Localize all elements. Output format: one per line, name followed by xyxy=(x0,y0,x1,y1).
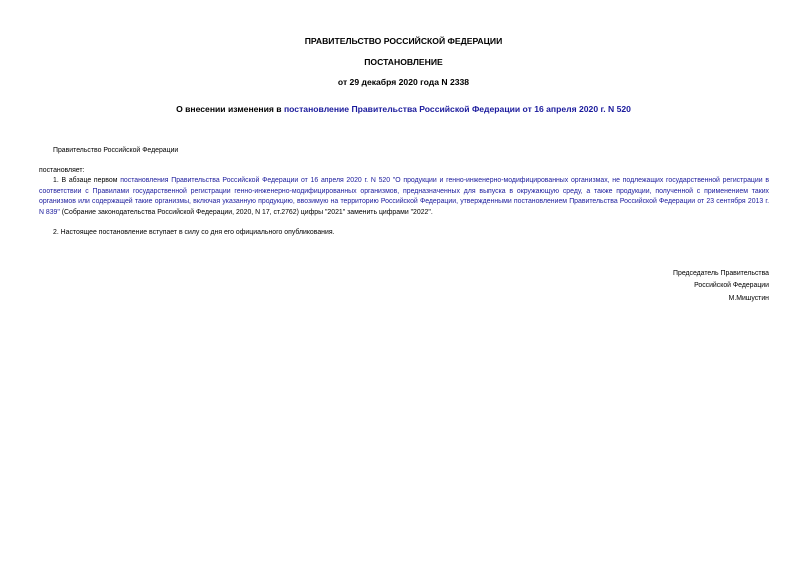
signature-block xyxy=(673,268,769,305)
government-header: ПРАВИТЕЛЬСТВО РОССИЙСКОЙ ФЕДЕРАЦИИ xyxy=(304,36,503,46)
paragraph-1 xyxy=(39,176,769,219)
signature-name: М.Мишустин xyxy=(728,294,769,302)
paragraph-1-lead: 1. В абзаце первом xyxy=(53,177,121,184)
title-amended-act-link[interactable]: постановление Правительства Российской Федерации от 16 апреля 2020 г. N 520 xyxy=(283,104,631,114)
document-title xyxy=(0,104,807,114)
issuer-line: Правительство Российской Федерации xyxy=(53,147,179,154)
signature-position-line-2: Российской Федерации xyxy=(694,282,769,290)
resolves-line: постановляет: xyxy=(39,167,85,174)
paragraph-1-act-link[interactable]: постановления Правительства Российской Федерации от 16 апреля 2020 г. N 520 "О продукции и генно-инженерно-модифицированных организмах, не подлежащих государственной регистрации в соответствии с Правилами государственной регистрации генно-инженерно-модифицированных организмов, предназначенных для выпуска в окружающую среду, а также продукции, полученной с применением таких организмов или содержащей такие организмы, включая указанную продукцию, ввозимую на территорию Российской Федерации, утвержденными постановлением Правительства Российской Федерации от 23 сентября 2013 г. N 839" xyxy=(39,177,769,217)
document-type: ПОСТАНОВЛЕНИЕ xyxy=(364,57,443,67)
document-date-number: от 29 декабря 2020 года N 2338 xyxy=(337,77,470,87)
title-prefix: О внесении изменения в xyxy=(176,104,284,114)
paragraph-1-tail: (Собрание законодательства Российской Федерации, 2020, N 17, ст.2762) цифры "2021" заменить цифрами "2022". xyxy=(59,209,433,217)
paragraph-2: 2. Настоящее постановление вступает в силу со дня его официального опубликования. xyxy=(53,229,335,236)
signature-position-line-1: Председатель Правительства xyxy=(673,270,769,277)
